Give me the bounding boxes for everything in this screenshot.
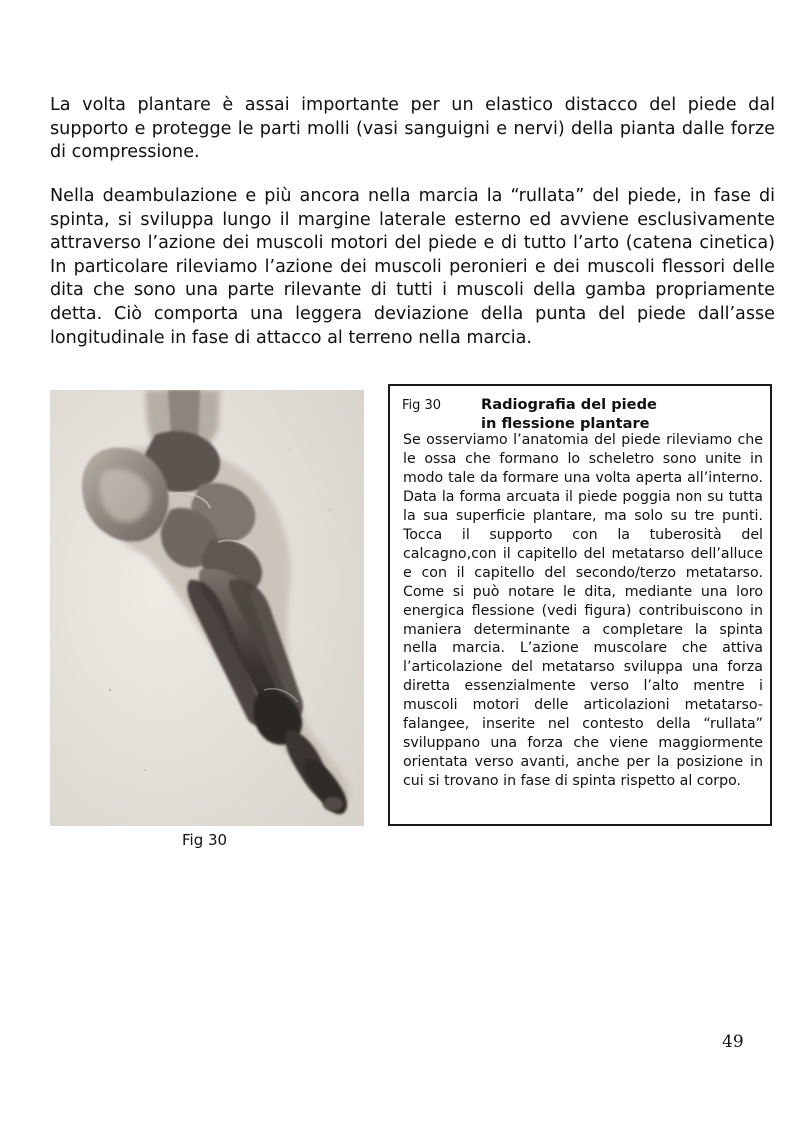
caption-box-body: Se osserviamo l’anatomia del piede rileviamo che le ossa che formano lo scheletro sono unite in modo tale da formare una volta aperta all’interno. Data la forma arcuata il piede poggia non su tutta la sua superficie plantare, ma solo su tre punti. Tocca il supporto con la tuberosità del calcagno,con il capitello del metatarso dell’alluce e con il capitello del secondo/terzo metatarso. Come si può notare le dita, mediante una loro energica flessione (vedi figura) contribuiscono in maniera determinante a completare la spinta nella marcia. L’azione muscolare che attiva l’articolazione del metatarso sviluppa una forza diretta essenzialmente verso l’alto mentre i muscoli motori delle articolazioni metatarso-falangee, inserite nel contesto della “rullata” sviluppano una forza che viene maggiormente orientata verso avanti, anche per la posizione in cui si trovano in fase di spinta rispetto al corpo. <box>403 432 763 790</box>
caption-box-title <box>481 395 731 433</box>
foot-radiograph-image <box>50 390 364 826</box>
caption-box-fig-label: Fig 30 <box>402 398 442 413</box>
caption-box-title-line-2: in flessione plantare <box>481 415 650 432</box>
figure-label: Fig 30 <box>182 831 228 849</box>
gait-paragraph: Nella deambulazione e più ancora nella marcia la “rullata” del piede, in fase di spinta, si sviluppa lungo il margine laterale esterno ed avviene esclusivamente attraverso l’azione dei muscoli motori del piede e di tutto l’arto (catena cinetica) In particolare rileviamo l’azione dei muscoli peronieri e dei muscoli flessori delle dita che sono una parte rilevante di tutti i muscoli della gamba propriamente detta. Ciò comporta una leggera deviazione della punta del piede dall’asse longitudinale in fase di attacco al terreno nella marcia. <box>50 186 775 348</box>
caption-box <box>388 384 772 826</box>
intro-paragraph: La volta plantare è assai importante per un elastico distacco del piede dal supporto e protegge le parti molli (vasi sanguigni e nervi) della pianta dalle forze di compressione. <box>50 95 775 163</box>
caption-box-title-line-1: Radiografia del piede <box>481 396 657 413</box>
page-number: 49 <box>722 1032 744 1052</box>
